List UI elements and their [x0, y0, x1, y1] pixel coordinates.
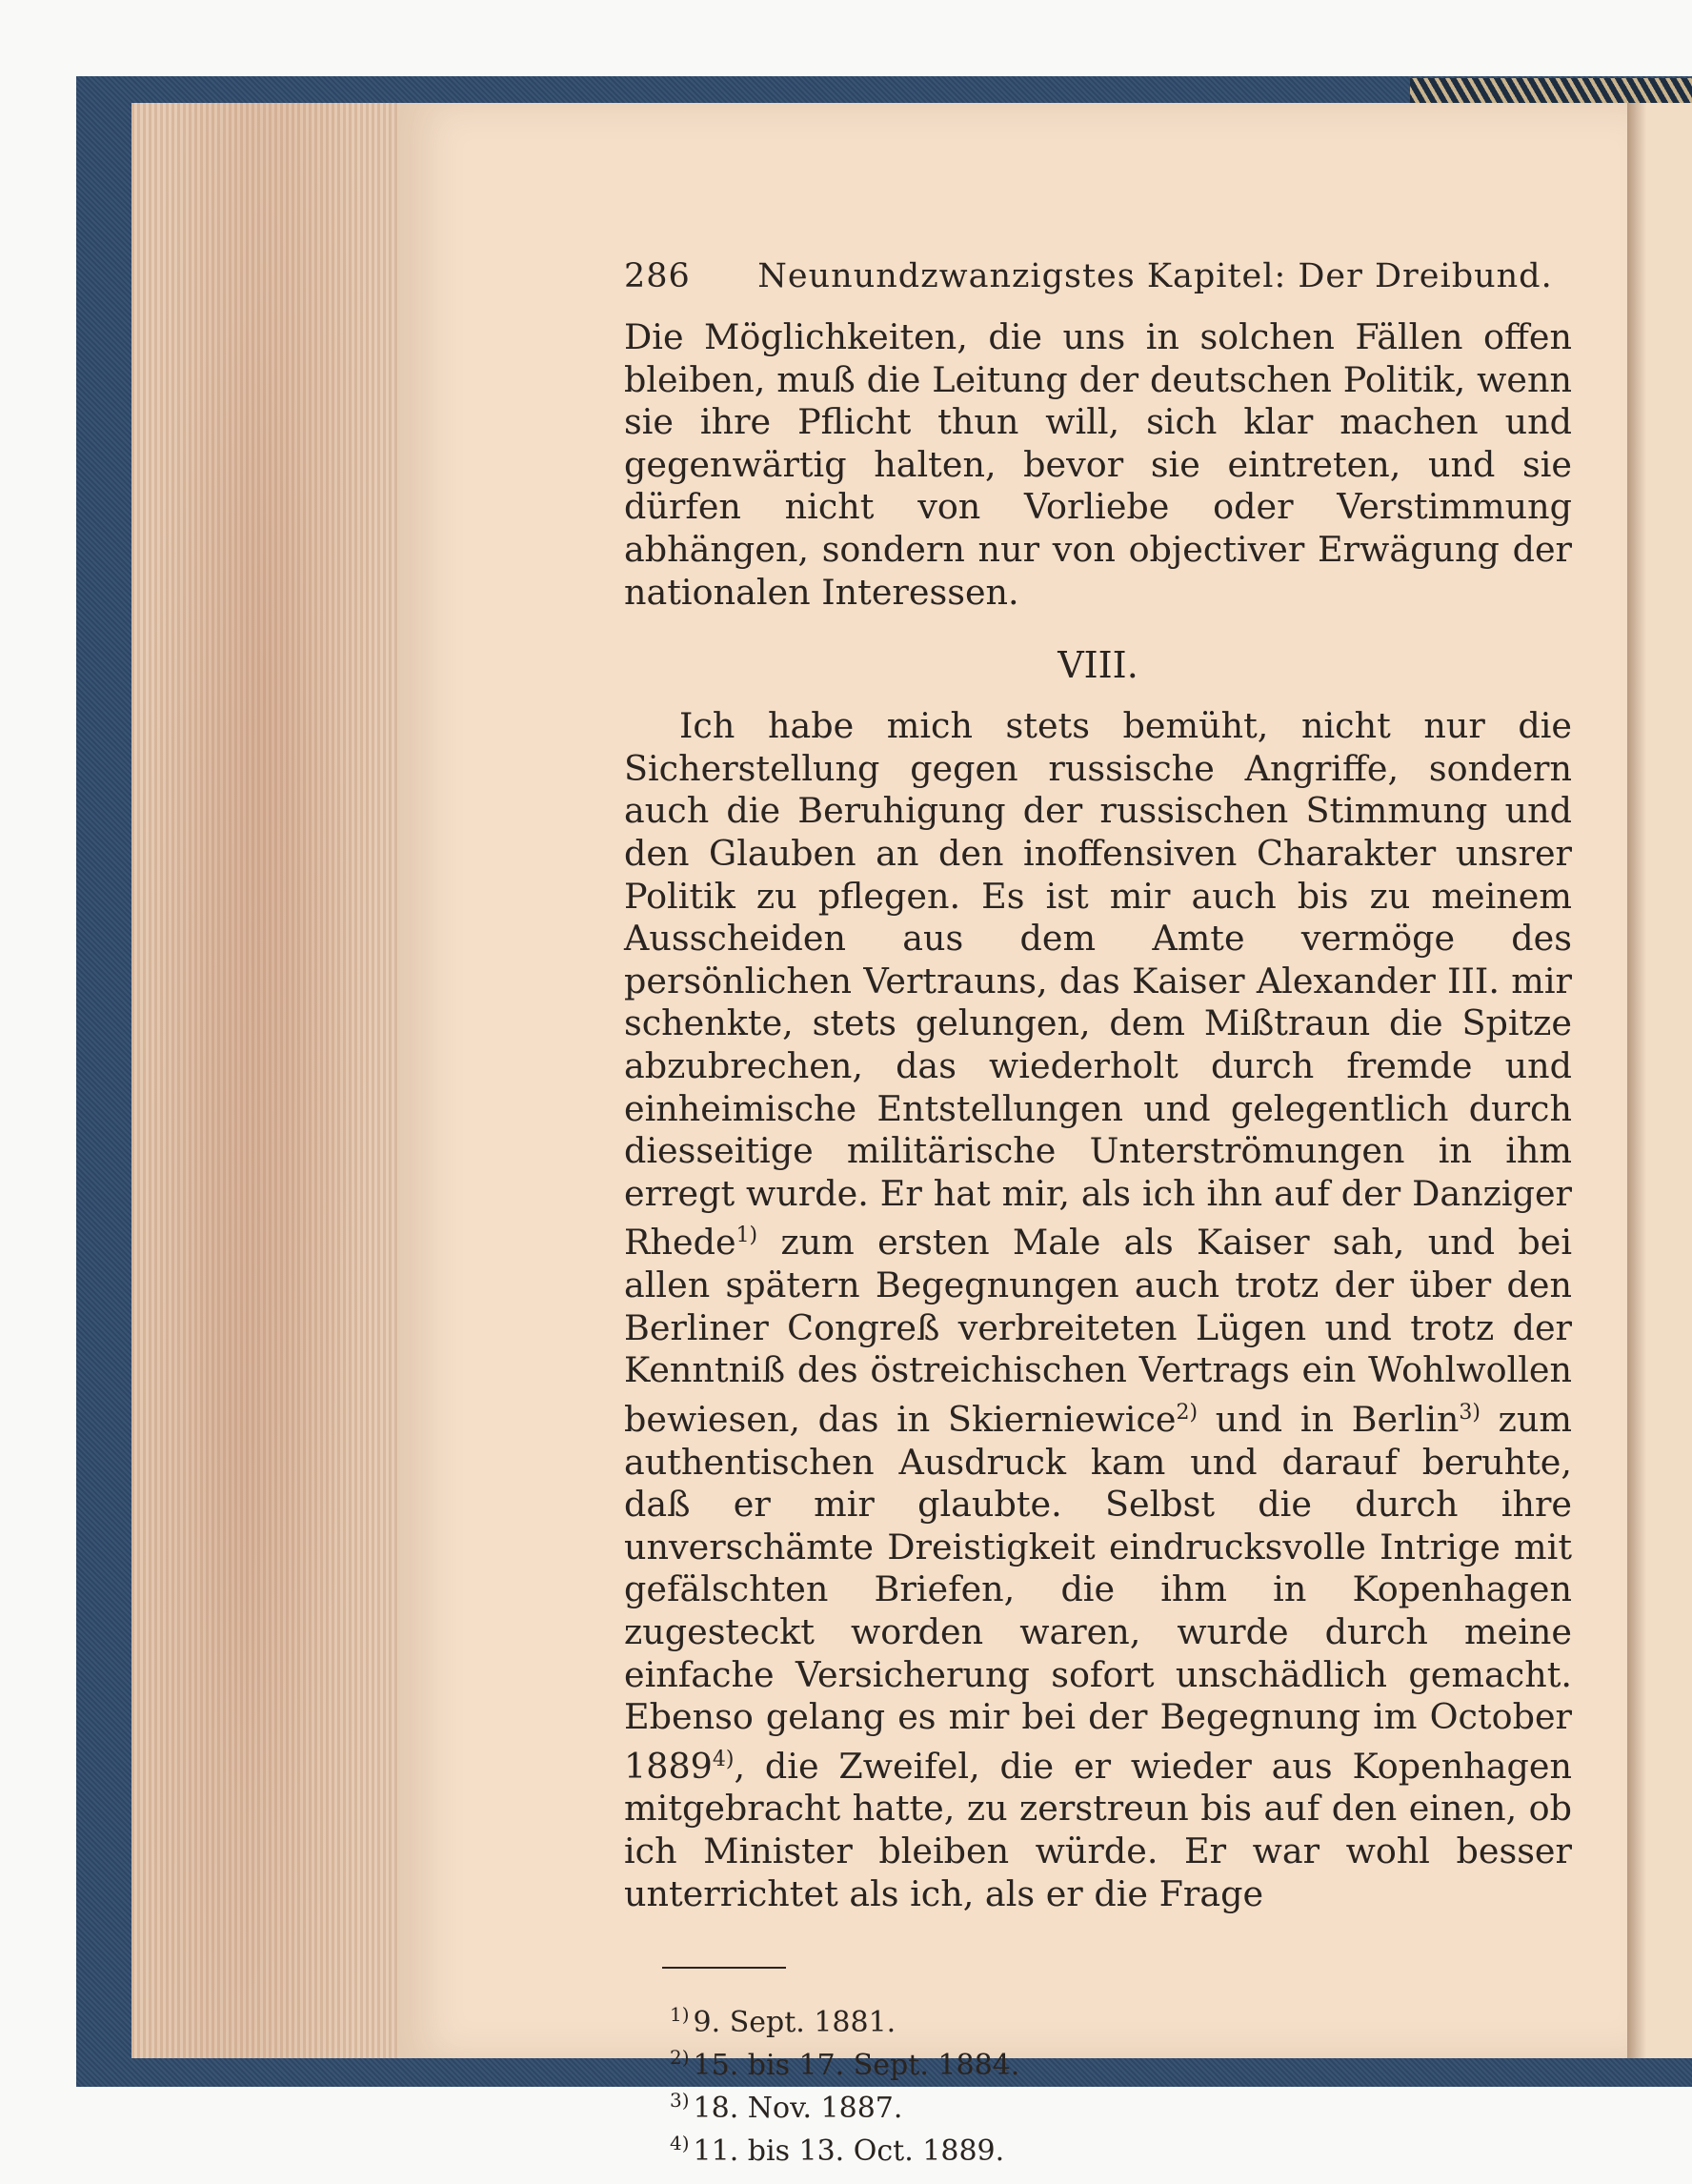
footnote — [624, 2040, 1572, 2083]
footnote-mark: 3) — [670, 2089, 690, 2113]
footnote-text: 15. bis 17. Sept. 1884. — [693, 2049, 1020, 2083]
paragraph-2 — [624, 705, 1572, 1915]
page-block-edges — [131, 103, 398, 2058]
footnote-ref-1[interactable]: 1) — [735, 1223, 758, 1248]
section-heading: VIII. — [1058, 644, 1138, 687]
paragraph-2-part-2: zum ersten Male als Kaiser sah, und bei allen spätern Begegnungen auch trotz der über den Berliner Congreß verbreiteten Lügen und trotz der Kenntniß des östreichischen Vertrags ein Wohlwollen bewiesen, das in Skierniewice — [624, 1222, 1572, 1440]
paragraph-1: Die Möglichkeiten, die uns in solchen Fällen offen bleiben, muß die Leitung der deutschen Politik, wenn sie ihre Pflicht thun will, sich klar machen und gegenwärtig halten, bevor sie eintreten, und sie dürfen nicht von Vorliebe oder Verstimmung abhängen, sondern nur von objectiver Erwägung der nationalen Interessen. — [624, 316, 1572, 613]
footnote-ref-3[interactable]: 3) — [1459, 1400, 1480, 1425]
footnote-mark: 2) — [670, 2046, 690, 2070]
book-headband — [1410, 78, 1692, 105]
footnote — [624, 1997, 1572, 2040]
chapter-title: Neunundzwanzigstes Kapitel: Der Dreibund. — [757, 257, 1553, 295]
footnote-ref-4[interactable]: 4) — [712, 1747, 735, 1771]
footnote-text: 11. bis 13. Oct. 1889. — [693, 2134, 1005, 2169]
footnote — [624, 2083, 1572, 2126]
footnote-mark: 1) — [670, 2003, 690, 2027]
footnote-text: 18. Nov. 1887. — [693, 2092, 903, 2126]
facing-page-edge — [1627, 103, 1692, 2058]
footnote — [624, 2126, 1572, 2169]
footnote-ref-2[interactable]: 2) — [1176, 1400, 1198, 1425]
footnote-text: 9. Sept. 1881. — [693, 2006, 896, 2040]
page-content — [624, 257, 1572, 2169]
paragraph-2-part-3: und in Berlin — [1198, 1398, 1460, 1440]
paragraph-2-part-1: Ich habe mich stets bemüht, nicht nur die Sicherstellung gegen russische Angriffe, sondern auch die Beruhigung der russischen Stimmung und den Glauben an den inoffensiven Charakter unsrer Politik zu pflegen. Es ist mir auch bis zu meinem Ausscheiden aus dem Amte vermöge des persönlichen Vertrauns, das Kaiser Alexander III. mir schenkte, stets gelungen, dem Mißtraun die Spitze abzubrechen, das wiederholt durch fremde und einheimische Entstellungen und gelegentlich durch diesseitige militärische Unterströmungen in ihm erregt wurde. Er hat mir, als ich ihn auf der Danziger Rhede — [624, 705, 1572, 1264]
footnotes — [624, 1997, 1572, 2169]
footnote-mark: 4) — [670, 2132, 690, 2155]
footnote-divider — [662, 1967, 786, 1969]
page-number: 286 — [624, 257, 691, 295]
paragraph-2-part-4: zum authentischen Ausdruck kam und darauf beruhte, daß er mir glaubte. Selbst die durch ihre unverschämte Dreistigkeit eindrucksvolle Intrige mit gefälschten Briefen, die ihm in Kopenhagen zugesteckt worden waren, wurde durch meine einfache Versicherung sofort unschädlich gemacht. Ebenso gelang es mir bei der Begegnung im October 1889 — [624, 1398, 1572, 1787]
running-head — [624, 257, 1572, 295]
paragraph-2-part-5: , die Zweifel, die er wieder aus Kopenhagen mitgebracht hatte, zu zerstreun bis auf den einen, ob ich Minister bleiben würde. Er war wohl besser unterrichtet als ich, als er die Frage — [624, 1745, 1572, 1914]
